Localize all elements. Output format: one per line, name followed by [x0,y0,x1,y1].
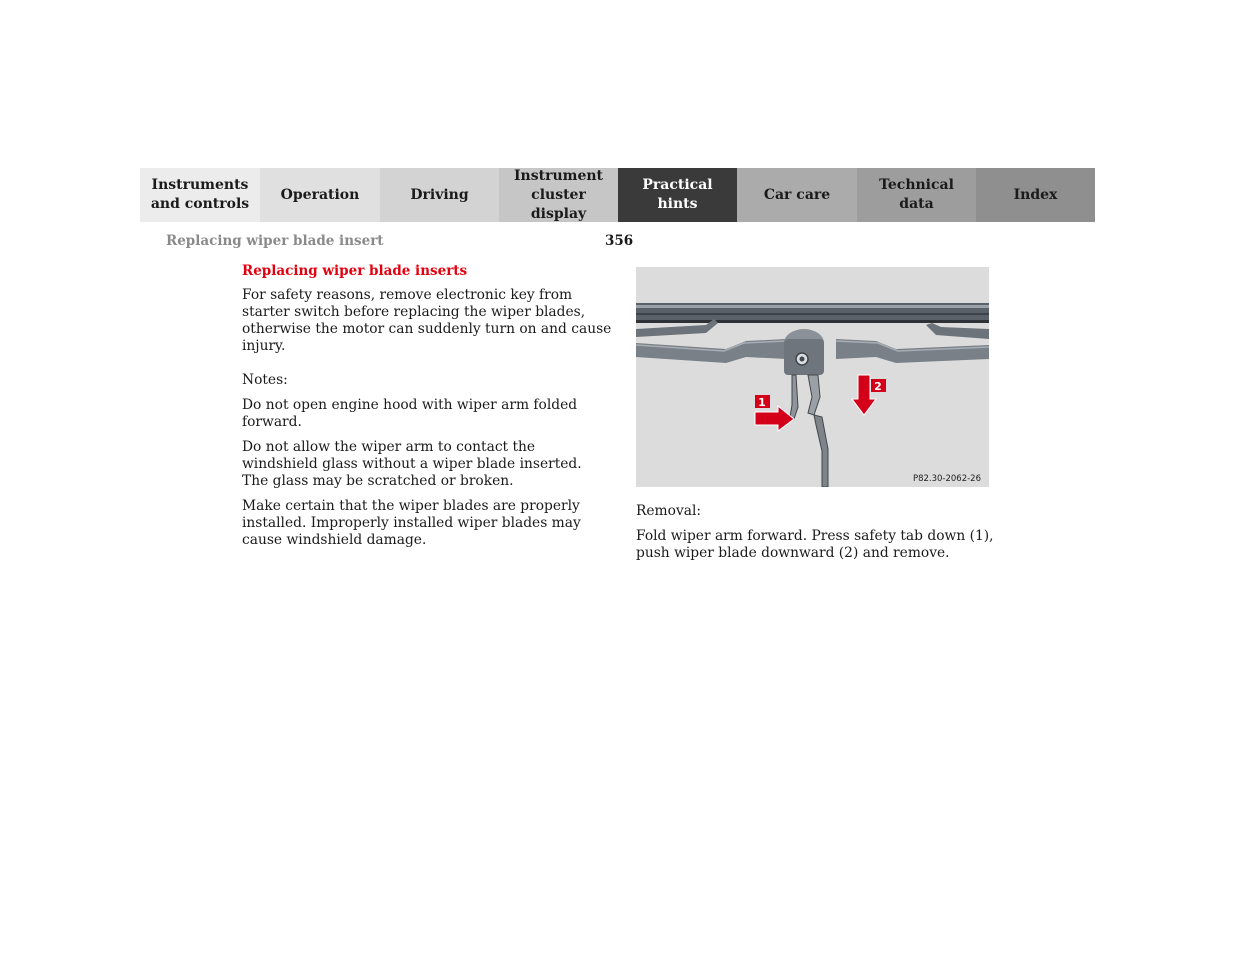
callout-2: 2 [874,380,882,393]
note-item: Do not open engine hood with wiper arm folded forward. [242,397,578,430]
page-number: 356 [605,233,634,249]
tab-car-care[interactable] [737,168,857,222]
tab-label: Instruments and controls [150,177,250,212]
tab-label: Index [1013,186,1058,203]
center-mount [784,329,824,375]
tab-index[interactable] [976,168,1095,222]
tab-driving[interactable] [380,168,499,222]
right-column [636,503,996,570]
safety-paragraph: For safety reasons, remove electronic key from starter switch before replacing the wiper blades, otherwise the motor can suddenly turn on and cause injury. [242,287,612,354]
tab-label: Instrument cluster display [514,167,603,222]
tab-label: Driving [410,186,469,203]
tab-label: Technical data [879,177,954,212]
section-header: Replacing wiper blade insert [166,233,384,249]
figure-code: P82.30-2062-26 [912,474,981,484]
section-title: Replacing wiper blade inserts [242,263,468,279]
tab-instruments-and-controls[interactable] [140,168,260,222]
tab-instrument-cluster-display[interactable] [499,168,618,222]
removal-text: Fold wiper arm forward. Press safety tab down (1), push wiper blade downward (2) and remove. [636,528,994,561]
callout-1: 1 [758,396,766,409]
note-item: Make certain that the wiper blades are properly installed. Improperly installed wiper blades may cause windshield damage. [242,498,581,548]
wiper-blade-rail [636,303,989,323]
tab-label: Car care [763,186,831,203]
notes-heading: Notes: [242,372,288,388]
tab-technical-data[interactable] [857,168,976,222]
wiper-blade-illustration [636,267,989,487]
removal-heading: Removal: [636,503,702,519]
wiper-arm [790,375,828,487]
tab-practical-hints[interactable] [618,168,737,222]
note-item: Do not allow the wiper arm to contact the windshield glass without a wiper blade inserted. The glass may be scratched or broken. [242,439,582,489]
tab-label: Operation [280,186,360,203]
tab-operation[interactable] [260,168,380,222]
tab-label: Practical hints [642,177,713,212]
chapter-nav [140,168,1095,222]
left-column [242,263,612,557]
